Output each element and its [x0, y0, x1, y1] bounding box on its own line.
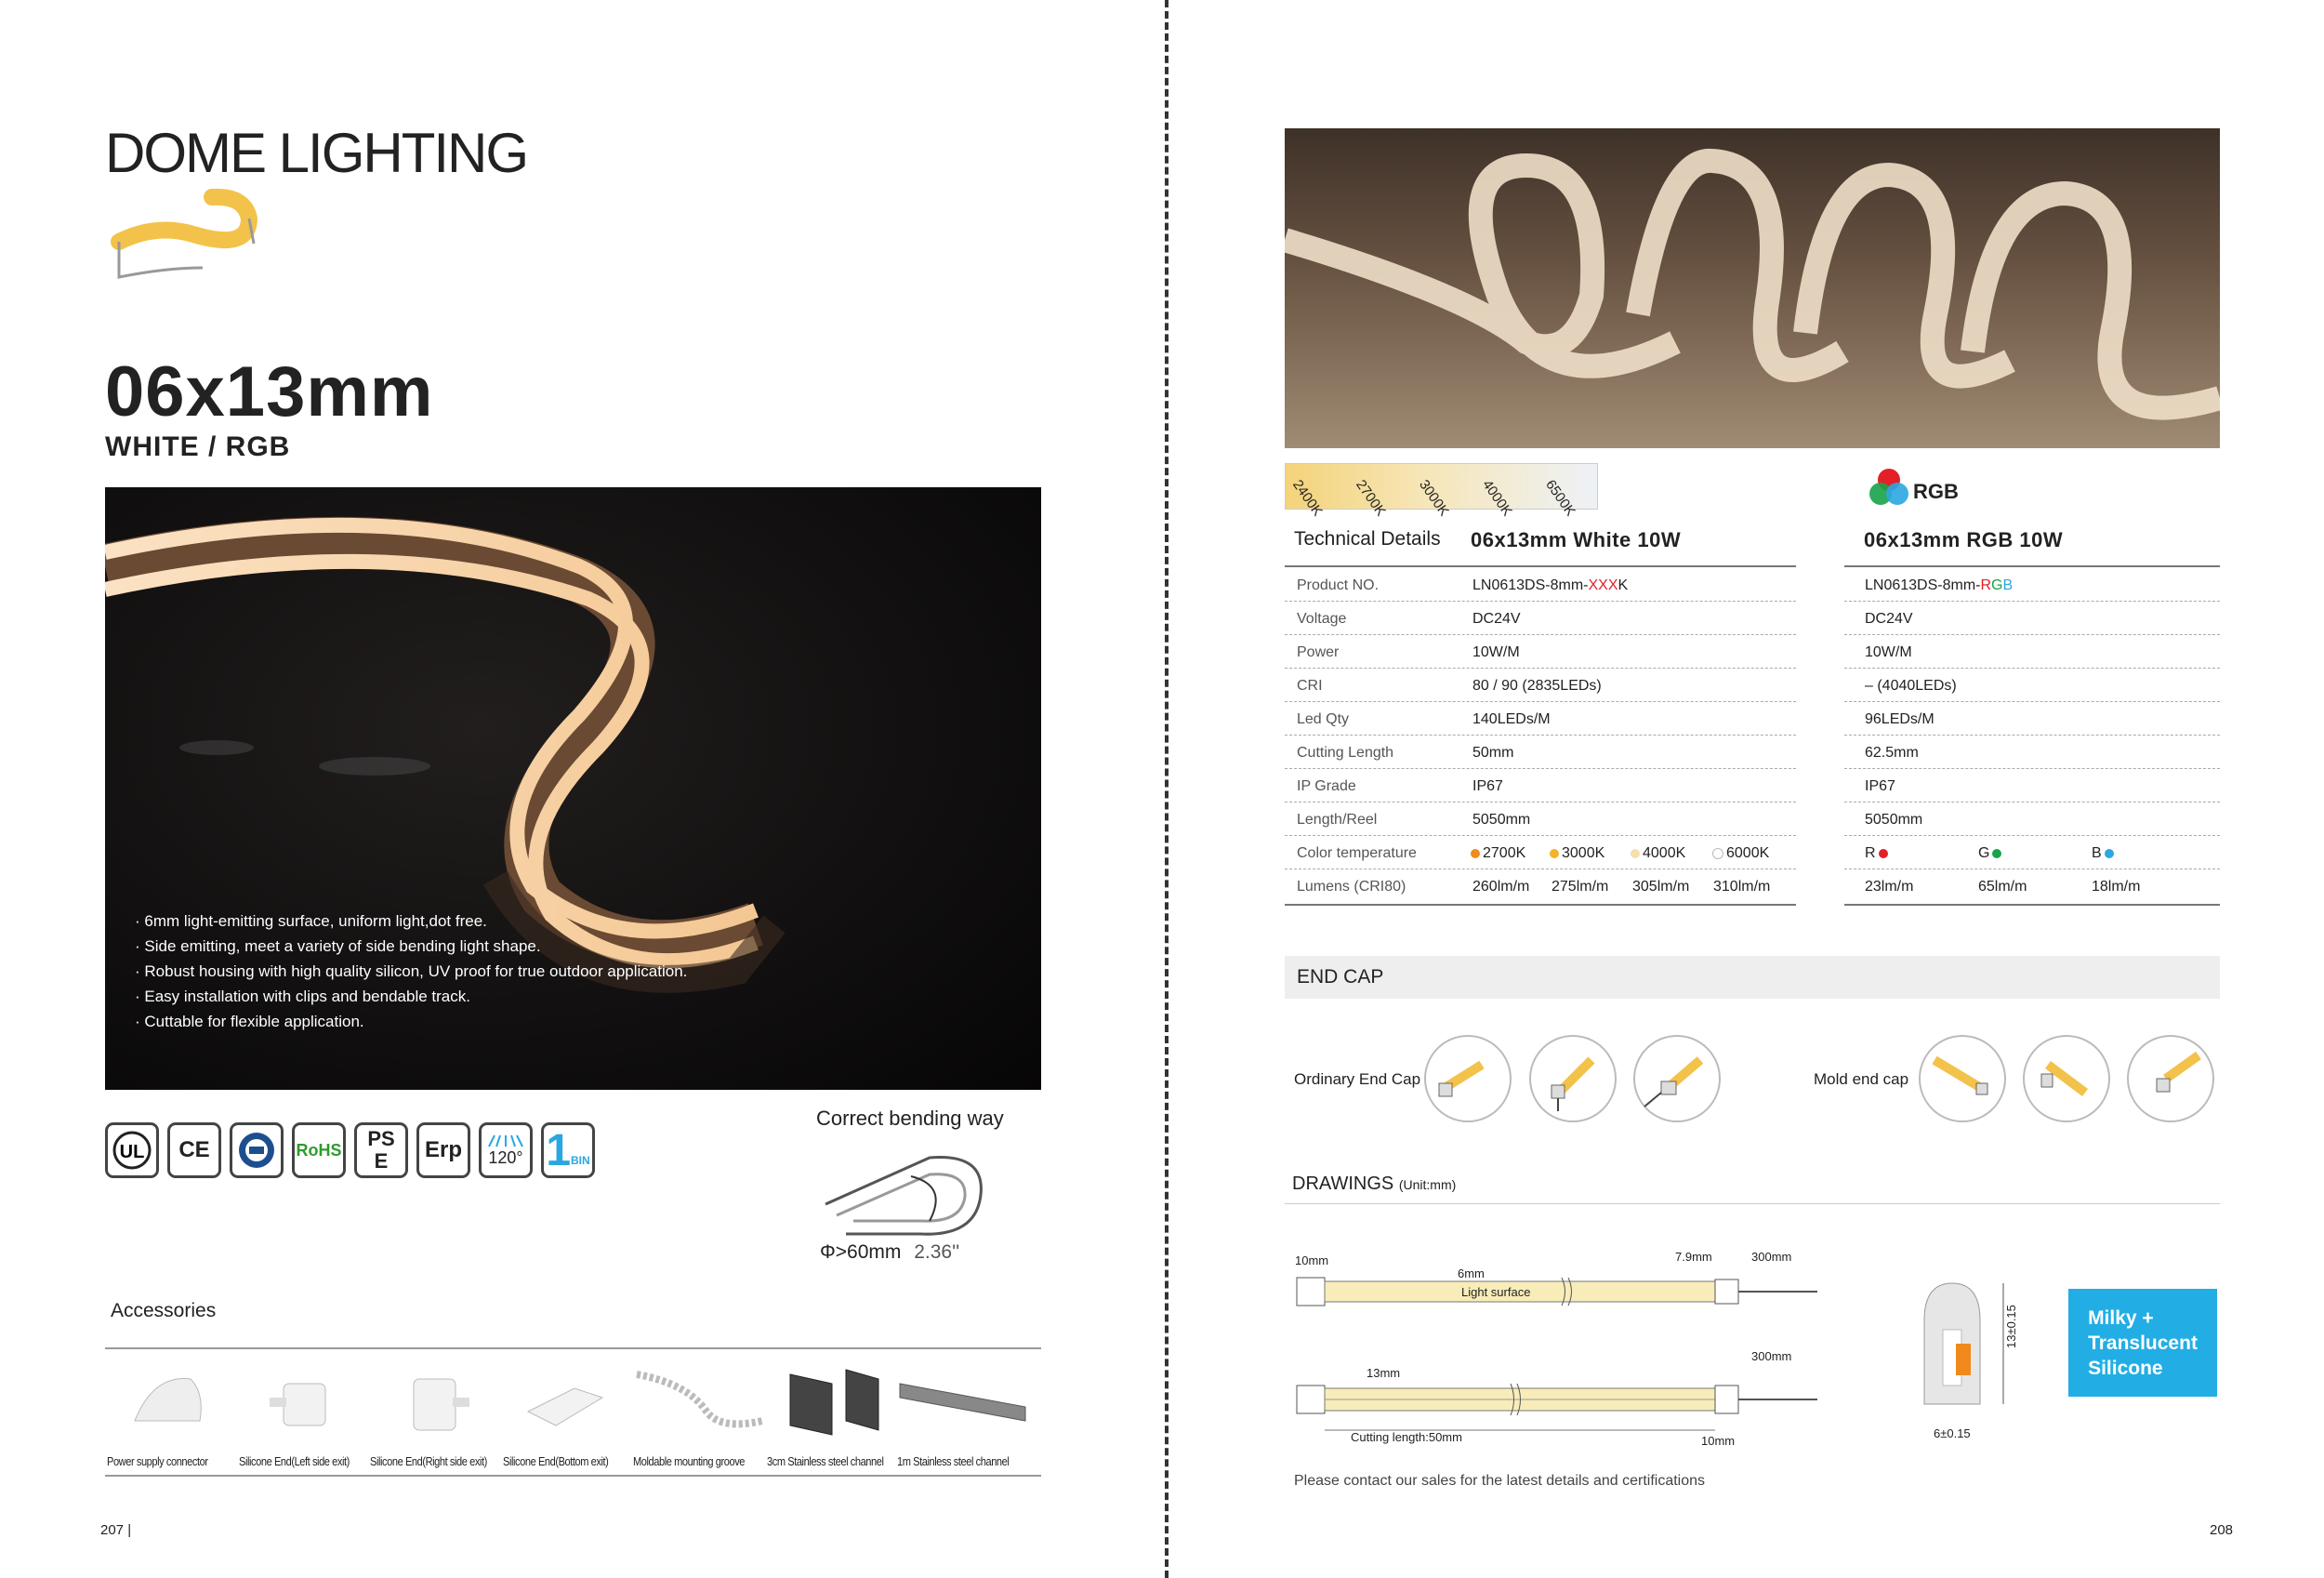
page-number-left: 207 | [100, 1522, 132, 1538]
spec-rgb-value: 96LEDs/M [1865, 711, 1934, 727]
row-rule [1844, 601, 2220, 602]
lumen-value: 305lm/m [1632, 879, 1690, 895]
row-rule [1285, 634, 1796, 635]
accessories-top-rule [105, 1347, 1041, 1349]
color-temperature-strip [1285, 463, 1598, 520]
row-rule [1285, 768, 1796, 769]
spec-white-value: 80 / 90 (2835LEDs) [1472, 678, 1602, 694]
accessory-label: 1m Stainless steel channel [897, 1454, 1010, 1468]
pse-icon [354, 1122, 408, 1178]
bin-text: BIN [571, 1154, 590, 1167]
cct-value: 3000K [1562, 845, 1605, 861]
rohs-icon: RoHS [292, 1122, 346, 1178]
pse-line1: PS [367, 1127, 395, 1150]
cct-label: 2400K [1289, 477, 1326, 520]
row-rule [1285, 701, 1796, 702]
spec-label: Color temperature [1297, 845, 1417, 861]
cct-value: 2700K [1483, 845, 1526, 861]
row-rule [1285, 835, 1796, 836]
row-rule [1844, 701, 2220, 702]
erp-icon: Erp [416, 1122, 470, 1178]
cct-label: 6500K [1542, 477, 1578, 520]
product-photo [1285, 128, 2220, 448]
spec-rgb-value: 62.5mm [1865, 745, 1919, 761]
table-header-rgb: 06x13mm RGB 10W [1864, 528, 2064, 551]
row-rule [1844, 735, 2220, 736]
accessory-label: Silicone End(Right side exit) [370, 1454, 487, 1468]
feature-item: · Side emitting, meet a variety of side bending light shape. [135, 934, 687, 959]
cct-4000 [1631, 845, 1685, 862]
row-rule [1285, 668, 1796, 669]
spec-rgb-value: – (4040LEDs) [1865, 678, 1957, 694]
endcap-image [1633, 1035, 1721, 1122]
power-connector-image [125, 1365, 265, 1439]
1bin-icon [541, 1122, 595, 1178]
rgb-icon [1867, 465, 1911, 510]
lumen-value: 310lm/m [1713, 879, 1771, 895]
spec-rgb-value: DC24V [1865, 611, 1913, 627]
row-rule [1844, 668, 2220, 669]
cct-label: 3000K [1416, 477, 1452, 520]
mold-endcap-label: Mold end cap [1814, 1070, 1909, 1088]
accessory-label: 3cm Stainless steel channel [767, 1454, 884, 1468]
tuv-icon [230, 1122, 284, 1178]
cross-section-drawing [1915, 1274, 2027, 1432]
dim-label: 10mm [1701, 1434, 1736, 1448]
rgb-col-label: R [1865, 845, 1876, 861]
beam-angle-icon [479, 1122, 533, 1178]
cct-3000 [1550, 845, 1604, 862]
bin-number: 1 [546, 1125, 572, 1175]
dim-label: 13mm [1367, 1366, 1401, 1380]
product-no-k: K [1618, 577, 1629, 593]
lumen-value: 65lm/m [1978, 879, 2027, 895]
dim-label: Light surface [1461, 1285, 1531, 1299]
table-rule [1844, 904, 2220, 906]
dim-label: 6mm [1458, 1266, 1485, 1280]
bending-mm: Φ>60mm [820, 1241, 902, 1263]
row-rule [1844, 634, 2220, 635]
endcap-image [1529, 1035, 1617, 1122]
accessory-label: Moldable mounting groove [633, 1454, 746, 1468]
cct-value: 6000K [1726, 845, 1770, 861]
drawings-title [1292, 1174, 1456, 1195]
dim-label: 300mm [1751, 1349, 1792, 1363]
spec-rgb-value: 10W/M [1865, 644, 1912, 660]
material-line: Silicone [2088, 1357, 2163, 1379]
beam-angle-label: 120° [488, 1147, 523, 1167]
spec-label: Led Qty [1297, 711, 1350, 727]
material-line: Translucent [2088, 1332, 2198, 1354]
drawings-rule [1285, 1203, 2220, 1204]
row-rule [1844, 768, 2220, 769]
spec-label: Cutting Length [1297, 745, 1394, 761]
spec-rgb-value: IP67 [1865, 778, 1895, 794]
bending-dimension [820, 1241, 959, 1264]
accessory-label: Silicone End(Left side exit) [239, 1454, 350, 1468]
spec-rgb-value: 5050mm [1865, 812, 1923, 828]
table-rule [1285, 904, 1796, 906]
endcap-header [1285, 956, 2220, 999]
svg-text:UL: UL [119, 1142, 145, 1162]
spec-white-value [1472, 577, 1628, 594]
rgb-col-label: B [2092, 845, 2102, 861]
page-number-right: 208 [2210, 1522, 2234, 1538]
product-subtitle: WHITE / RGB [105, 431, 291, 462]
steel-channel-1m-image [895, 1365, 1035, 1439]
spec-label: CRI [1297, 678, 1323, 694]
endcap-image [2023, 1035, 2110, 1122]
mounting-groove-image [632, 1365, 772, 1439]
feature-item: · Cuttable for flexible application. [135, 1009, 687, 1034]
cct-2700 [1471, 845, 1525, 862]
spec-white-value: 50mm [1472, 745, 1514, 761]
table-rule [1844, 565, 2220, 567]
contact-note: Please contact our sales for the latest details and certifications [1294, 1473, 1706, 1489]
cross-height: 13±0.15 [2004, 1305, 2018, 1348]
feature-item: · 6mm light-emitting surface, uniform light,dot free. [135, 908, 687, 934]
feature-item: · Robust housing with high quality silicon, UV proof for true outdoor application. [135, 959, 687, 984]
drawings-label: DRAWINGS [1292, 1174, 1394, 1194]
material-line: Milky + [2088, 1306, 2154, 1329]
feature-item: · Easy installation with clips and bendable track. [135, 984, 687, 1009]
rgb-b [2092, 845, 2117, 862]
spec-white-value: DC24V [1472, 611, 1521, 627]
ul-icon [105, 1122, 159, 1178]
bending-diagram [818, 1148, 995, 1241]
rgb-col-label: G [1978, 845, 1990, 861]
material-badge [2068, 1289, 2217, 1397]
spec-label: Product NO. [1297, 577, 1380, 593]
page-divider [1165, 0, 1169, 1578]
table-rule [1285, 565, 1796, 567]
spec-label: IP Grade [1297, 778, 1356, 794]
rgb-r [1865, 845, 1891, 862]
cct-6000 [1712, 845, 1769, 862]
spec-label: Lumens (CRI80) [1297, 879, 1406, 895]
spec-white-value: 10W/M [1472, 644, 1520, 660]
rgb-no-g: G [1991, 577, 2003, 593]
ordinary-endcap-label: Ordinary End Cap [1294, 1070, 1421, 1088]
rgb-no-prefix: LN0613DS-8mm- [1865, 577, 1981, 593]
endcap-image [1919, 1035, 2006, 1122]
table-header-label: Technical Details [1294, 528, 1441, 550]
table-header-white: 06x13mm White 10W [1471, 528, 1682, 551]
endcap-image [2127, 1035, 2214, 1122]
product-size: 06x13mm [105, 352, 434, 431]
bending-title: Correct bending way [816, 1107, 1004, 1130]
ce-icon: CE [167, 1122, 221, 1178]
cct-value: 4000K [1643, 845, 1686, 861]
dim-label: Cutting length:50mm [1351, 1430, 1462, 1444]
row-rule [1285, 601, 1796, 602]
strip-drawings [1287, 1246, 1827, 1451]
drawings-unit: (Unit:mm) [1398, 1177, 1457, 1192]
rgb-heading: RGB [1913, 480, 1959, 503]
lumen-value: 260lm/m [1472, 879, 1530, 895]
endcap-image [1424, 1035, 1512, 1122]
spec-white-value: 5050mm [1472, 812, 1531, 828]
spec-white-value: IP67 [1472, 778, 1503, 794]
dim-label: 7.9mm [1675, 1250, 1712, 1264]
spec-label: Voltage [1297, 611, 1347, 627]
page-title: DOME LIGHTING [105, 122, 528, 184]
end-left-image [265, 1365, 404, 1439]
lumen-value: 18lm/m [2092, 879, 2141, 895]
spec-white-value: 140LEDs/M [1472, 711, 1551, 727]
spec-label: Length/Reel [1297, 812, 1378, 828]
product-no-prefix: LN0613DS-8mm- [1472, 577, 1589, 593]
accessory-label: Silicone End(Bottom exit) [503, 1454, 609, 1468]
dim-label: 300mm [1751, 1250, 1792, 1264]
cct-label: 2700K [1353, 477, 1389, 520]
row-rule [1285, 735, 1796, 736]
accessory-label: Power supply connector [107, 1454, 208, 1468]
product-no-suffix: XXX [1588, 577, 1618, 593]
dim-label: 10mm [1295, 1253, 1329, 1267]
spec-rgb-value [1865, 577, 2013, 594]
row-rule [1844, 835, 2220, 836]
cross-width: 6±0.15 [1934, 1426, 1971, 1440]
accessories-bottom-rule [105, 1475, 1041, 1477]
strip-logo-icon [110, 186, 263, 293]
rgb-no-r: R [1980, 577, 1992, 593]
cct-label: 4000K [1479, 477, 1515, 520]
accessories-title: Accessories [111, 1300, 217, 1321]
bending-inch: 2.36'' [914, 1241, 960, 1263]
end-right-image [395, 1365, 535, 1439]
spec-label: Power [1297, 644, 1340, 660]
rgb-no-b: B [2002, 577, 2014, 593]
lumen-value: 23lm/m [1865, 879, 1914, 895]
pse-line2: E [374, 1149, 389, 1173]
certification-row [105, 1122, 595, 1178]
endcap-title: END CAP [1297, 966, 1384, 988]
rgb-g [1978, 845, 2004, 862]
lumen-value: 275lm/m [1552, 879, 1609, 895]
feature-list [135, 908, 687, 1034]
